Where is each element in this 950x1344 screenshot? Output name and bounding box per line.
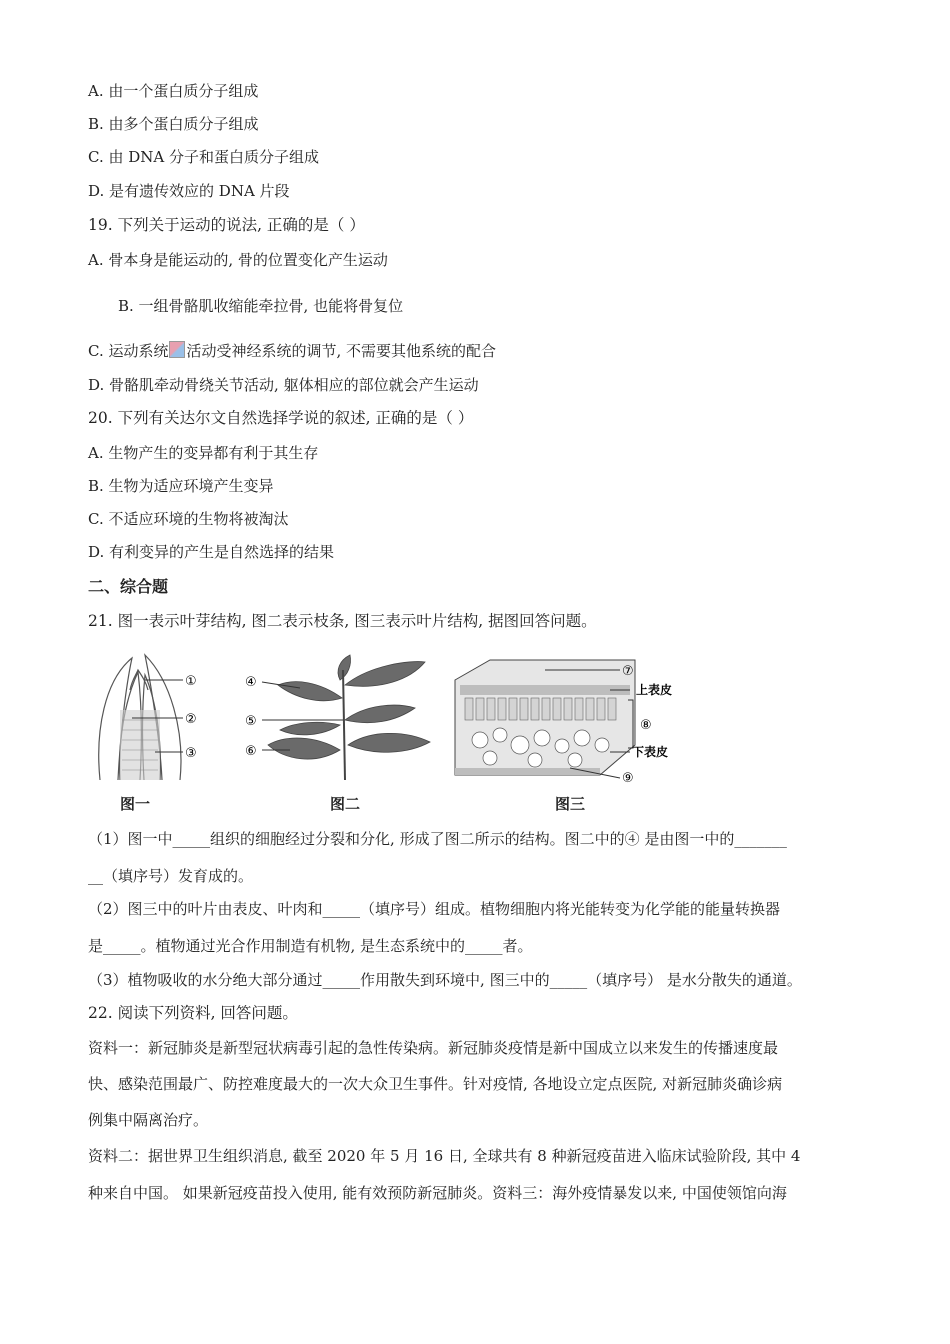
- q20-option-d: D. 有利变异的产生是自然选择的结果: [88, 543, 335, 561]
- q18-option-a: A. 由一个蛋白质分子组成: [88, 82, 259, 100]
- q22-material1-line2: 快、感染范围最广、防控难度最大的一次大众卫生事件。针对疫情, 各地设立定点医院, 对新冠肺炎确诊病: [88, 1075, 783, 1093]
- q19-option-a: A. 骨本身是能运动的, 骨的位置变化产生运动: [88, 251, 388, 269]
- figure-three-caption: 图三: [555, 795, 586, 813]
- fig3-label-upper-epidermis: 上表皮: [636, 683, 673, 697]
- q22-stem: 22. 阅读下列资料, 回答问题。: [88, 1004, 298, 1022]
- q18-option-d: D. 是有遗传效应的 DNA 片段: [88, 182, 290, 200]
- q19-option-c: [88, 341, 496, 361]
- fig3-label-7: ⑦: [622, 664, 634, 679]
- fig3-label-8: ⑧: [640, 718, 652, 733]
- q20-stem: 20. 下列有关达尔文自然选择学说的叙述, 正确的是（ ）: [88, 409, 474, 427]
- q19-option-c-post: 活动受神经系统的调节, 不需要其他系统的配合: [186, 342, 497, 360]
- fig1-label-1: ①: [185, 674, 197, 689]
- q20-option-b: B. 生物为适应环境产生变异: [88, 477, 274, 495]
- q22-material1-line3: 例集中隔离治疗。: [88, 1111, 209, 1129]
- q21-stem: 21. 图一表示叶芽结构, 图二表示枝条, 图三表示叶片结构, 据图回答问题。: [88, 612, 597, 630]
- fig1-label-2: ②: [185, 712, 197, 727]
- broken-image-icon: [169, 341, 185, 358]
- fig3-label-lower-epidermis: 下表皮: [632, 745, 669, 759]
- figure-one-leaf-bud: [90, 650, 220, 785]
- figure-two-caption: 图二: [330, 795, 361, 813]
- q18-option-c: C. 由 DNA 分子和蛋白质分子组成: [88, 148, 319, 166]
- fig3-label-9: ⑨: [622, 771, 634, 785]
- q21-part3: （3）植物吸收的水分绝大部分通过_____作用散失到环境中, 图三中的_____（填序号） 是水分散失的通道。: [88, 971, 802, 989]
- q21-part1-line2: __（填序号）发育成的。: [88, 867, 254, 885]
- q22-material2-line1: 资料二：据世界卫生组织消息, 截至 2020 年 5 月 16 日, 全球共有 8 种新冠疫苗进入临床试验阶段, 其中 4: [88, 1147, 801, 1165]
- q19-option-d: D. 骨骼肌牵动骨绕关节活动, 躯体相应的部位就会产生运动: [88, 376, 479, 394]
- figure-two-branch: [240, 650, 440, 785]
- q20-option-c: C. 不适应环境的生物将被淘汰: [88, 510, 289, 528]
- figure-three-leaf-section: [450, 650, 690, 785]
- section-title: 二、综合题: [88, 577, 169, 596]
- q22-material1-line1: 资料一：新冠肺炎是新型冠状病毒引起的急性传染病。新冠肺炎疫情是新中国成立以来发生的传播速度最: [88, 1039, 779, 1057]
- q18-option-b: B. 由多个蛋白质分子组成: [88, 115, 259, 133]
- fig2-label-6: ⑥: [245, 744, 257, 759]
- q20-option-a: A. 生物产生的变异都有利于其生存: [88, 444, 319, 462]
- q19-option-c-pre: C. 运动系统: [88, 342, 169, 360]
- q21-part2-line1: （2）图三中的叶片由表皮、叶肉和_____（填序号）组成。植物细胞内将光能转变为化学能的能量转换器: [88, 900, 781, 918]
- q19-stem: 19. 下列关于运动的说法, 正确的是（ ）: [88, 216, 365, 234]
- q22-material2-line2: 种来自中国。 如果新冠疫苗投入使用, 能有效预防新冠肺炎。资料三：海外疫情暴发以来, 中国使领馆向海: [88, 1184, 787, 1202]
- q21-part1-line1: （1）图一中_____组织的细胞经过分裂和分化, 形成了图二所示的结构。图二中的④ 是由图一中的_______: [88, 830, 787, 848]
- fig1-label-3: ③: [185, 746, 197, 761]
- figure-one-caption: 图一: [120, 795, 151, 813]
- fig2-label-5: ⑤: [245, 714, 257, 729]
- fig2-label-4: ④: [245, 675, 257, 690]
- q19-option-b: B. 一组骨骼肌收缩能牵拉骨, 也能将骨复位: [118, 297, 404, 315]
- q21-part2-line2: 是_____。植物通过光合作用制造有机物, 是生态系统中的_____者。: [88, 937, 533, 955]
